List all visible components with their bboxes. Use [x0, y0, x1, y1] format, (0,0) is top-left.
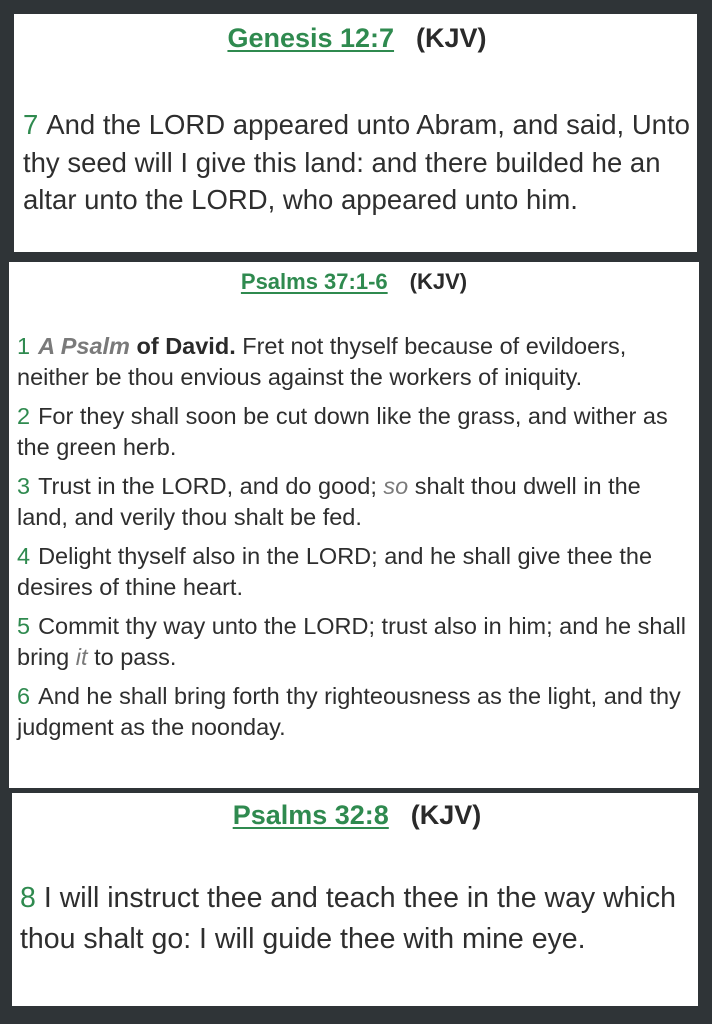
verse — [17, 541, 691, 603]
verse-number: 2 — [17, 403, 31, 429]
verse — [23, 106, 691, 219]
verse-number: 1 — [17, 333, 31, 359]
passage-text — [23, 106, 691, 219]
verse-number: 6 — [17, 683, 31, 709]
reference-link[interactable]: Psalms 37:1-6 — [240, 269, 388, 294]
verse-card-psalms-32 — [12, 793, 698, 1006]
passage-text — [17, 331, 691, 743]
verse — [17, 401, 691, 463]
verse-number: 3 — [17, 473, 31, 499]
verse-card-psalms-37 — [9, 262, 699, 788]
reference-heading — [17, 268, 691, 302]
version-label: (KJV) — [416, 23, 487, 53]
verse-text: Trust in the LORD, and do good; — [38, 473, 377, 499]
verse-number: 5 — [17, 613, 31, 639]
verse-number: 8 — [20, 882, 36, 914]
verse-text: And he shall bring forth thy righteousness as the light, and thy judgment as the noonday. — [17, 683, 681, 740]
reference-heading — [23, 22, 691, 62]
verse-number: 7 — [23, 109, 39, 140]
verse-card-genesis — [14, 14, 697, 252]
verse — [17, 471, 691, 533]
reference-heading — [20, 799, 694, 837]
reference-link[interactable]: Genesis 12:7 — [227, 23, 395, 53]
verse — [17, 331, 691, 393]
verse-text: And the LORD appeared unto Abram, and said, Unto thy seed will I give this land: and there builded he an altar unto the LORD, who appeared unto him. — [23, 109, 690, 215]
reference-link[interactable]: Psalms 32:8 — [232, 800, 389, 830]
italic-word: so — [383, 473, 409, 499]
verse-text: Delight thyself also in the LORD; and he shall give thee the desires of thine heart. — [17, 543, 653, 600]
version-label: (KJV) — [409, 269, 468, 294]
verse-text: For they shall soon be cut down like the grass, and wither as the green herb. — [17, 403, 668, 460]
psalm-title-italic: A Psalm — [38, 333, 130, 359]
verse — [20, 878, 694, 960]
verse — [17, 681, 691, 743]
version-label: (KJV) — [410, 800, 482, 830]
verse-text: Commit thy way unto the LORD; trust also in him; and he shall bring — [17, 613, 686, 670]
passage-text — [20, 878, 694, 960]
psalm-title-bold: of David. — [136, 333, 236, 359]
verse — [17, 611, 691, 673]
verse-number: 4 — [17, 543, 31, 569]
verse-text: shalt thou dwell in the land, and verily thou shalt be fed. — [17, 473, 641, 530]
verse-text: I will instruct thee and teach thee in the way which thou shalt go: I will guide thee with mine eye. — [20, 882, 676, 955]
italic-word: it — [75, 644, 88, 670]
verse-text: Fret not thyself because of evildoers, neither be thou envious against the workers of iniquity. — [17, 333, 627, 390]
verse-text: to pass. — [94, 644, 177, 670]
